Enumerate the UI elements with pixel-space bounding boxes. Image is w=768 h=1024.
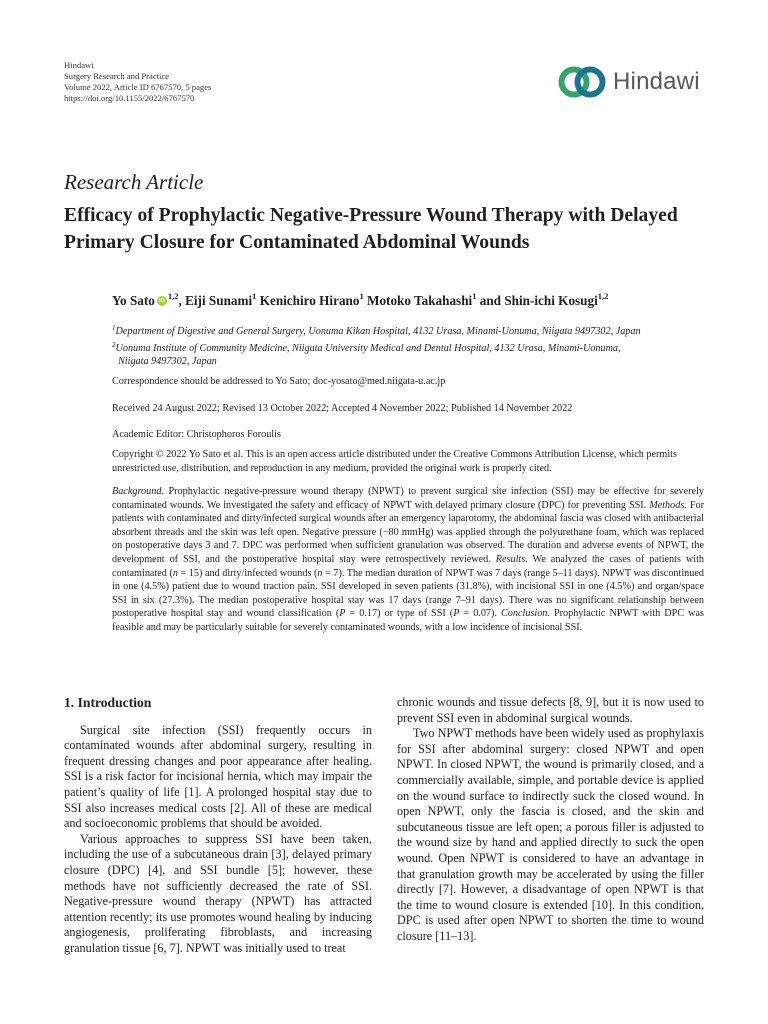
correspondence: Correspondence should be addressed to Yo Sato; doc-yosato@med.niigata-u.ac.jp (112, 376, 446, 387)
copyright-notice: Copyright © 2022 Yo Sato et al. This is an open access article distributed under the Creative Commons Attribution License, which permits unrestricted use, distribution, and reproduction in any medium, provided the original work is properly cited. (112, 449, 677, 474)
journal-meta (64, 60, 211, 104)
journal-name: Surgery Research and Practice (64, 71, 170, 81)
author-list: Yo SatoiD $^{1,2}$, Eiji Sunami$^1$ Kenichiro Hirano$^1$ Motoko Takahashi$^1$ and Shin-ichi Kosugi$^{1,2}$ (112, 291, 608, 309)
academic-editor: Academic Editor: Christophoros Foroulis (112, 429, 281, 440)
affiliation-2-cont: Niigata 9497302, Japan (118, 356, 217, 367)
author-affil-mark: 1 (359, 291, 364, 301)
logo-wordmark: Hindawi (613, 68, 700, 95)
orcid-icon[interactable] (157, 296, 167, 306)
author-affil-mark: 1 (252, 291, 257, 301)
author-affil-mark: 1,2 (597, 291, 609, 301)
article-type: Research Article (64, 170, 204, 194)
author-name[interactable]: Yo Sato (112, 293, 155, 308)
author-name[interactable]: Shin-ichi Kosugi (504, 293, 598, 308)
author-affil-mark: 1,2 (167, 291, 179, 301)
author-name[interactable]: Motoko Takahashi (367, 293, 473, 308)
body-paragraph: Various approaches to suppress SSI have been taken, including the use of a subcutaneous drain [3], delayed primary closure (DPC) [4], and SSI bundle [5]; however, these methods have not sufficiently decreased the rate of SSI. Negative-pressure wound therapy (NPWT) has attracted attention recently; its use promotes wound healing by inducing angiogenesis, proliferating fibroblasts, and increasing granulation tissue [6, 7]. NPWT was initially used to treat (64, 831, 372, 955)
hindawi-rings-icon (555, 64, 609, 100)
affiliation-2: $^2$Uonuma Institute of Community Medicine, Niigata University Medical and Dental Hospital, 4132 Urasa, Minami-Uonuma, (112, 340, 621, 354)
hindawi-logo[interactable] (555, 62, 705, 102)
abstract-text: Background. Prophylactic negative-pressure wound therapy (NPWT) to prevent surgical site infection (SSI) may be effective for severely contaminated wounds. We investigated the safety and efficacy of NPWT with delayed primary closure (DPC) for preventing SSI. Methods. For patients with contaminated and dirty/infected surgical wounds after an emergency laparotomy, the abdominal fascia was closed with antibacterial absorbent threads and the skin was left open. Negative pressure (−80 mmHg) was applied through the polyurethane foam, which was replaced on postoperative days 3 and 7. DPC was performed when sufficient granulation was observed. The duration and adverse events of NPWT, the development of SSI, and the postoperative hospital stay were retrospectively reviewed. Results. We analyzed the cases of patients with contaminated (n = 15) and dirty/infected wounds (n = 7). The median duration of NPWT was 7 days (range 5–11 days). NPWT was discontinued in one (4.5%) patient due to wound traction pain. SSI developed in seven patients (31.8%), with incisional SSI in one (4.5%) and organ/space SSI in six (27.3%). The median postoperative hospital stay was 17 days (range 7–91 days). There was no significant relationship between postoperative hospital stay and wound classification (P = 0.17) or type of SSI (P = 0.07). Conclusion. Prophylactic NPWT with DPC was feasible and may be particularly suitable for severely contaminated wounds, with a low incidence of incisional SSI. (112, 486, 704, 633)
volume-line: Volume 2022, Article ID 6767570, 5 pages (64, 82, 212, 92)
body-paragraph: Two NPWT methods have been widely used as prophylaxis for SSI after abdominal surgery: closed NPWT and open NPWT. In closed NPWT, the wound is primarily closed, and a commercially available, simple, and portable device is applied on the wound surface to indirectly suck the closed wound. In open NPWT, only the fascia is closed, and the skin and subcutaneous tissue are left open; a porous filler is adjusted to the wound size by hand and applied directly to suck the open wound. Open NPWT is considered to have an advantage in that granulation growth may be accelerated by using the filler directly [7]. However, a disadvantage of open NPWT is that the time to wound closure is extended [10]. In this condition, DPC is used after open NPWT to shorten the time to wound closure [11–13]. (397, 726, 704, 943)
author-affil-mark: 1 (472, 291, 477, 301)
body-column-left (64, 695, 372, 957)
section-heading: 1. Introduction (64, 695, 152, 710)
article-title: Efficacy of Prophylactic Negative-Pressure Wound Therapy with Delayed Primary Closure for Contaminated Abdominal Wounds (64, 205, 678, 253)
doi-link[interactable]: https://doi.org/10.1155/2022/6767570 (64, 93, 195, 103)
affiliations (112, 322, 692, 369)
body-paragraph: Surgical site infection (SSI) frequently occurs in contaminated wounds after abdominal surgery, resulting in frequent dressing changes and poor appearance after healing. SSI is a risk factor for incisional hernia, which may impair the patient’s quality of life [1]. A prolonged hospital stay due to SSI also increases medical costs [2]. All of these are medical and socioeconomic problems that should be avoided. (64, 722, 372, 831)
publication-dates: Received 24 August 2022; Revised 13 October 2022; Accepted 4 November 2022; Published 14 November 2022 (112, 403, 573, 414)
affiliation-1: $^1$Department of Digestive and General Surgery, Uonuma Kikan Hospital, 4132 Urasa, Minami-Uonuma, Niigata 9497302, Japan (112, 324, 641, 337)
author-name[interactable]: Eiji Sunami (185, 293, 253, 308)
author-name[interactable]: Kenichiro Hirano (259, 293, 360, 308)
abstract (112, 485, 704, 635)
body-column-right (397, 695, 704, 945)
body-paragraph: chronic wounds and tissue defects [8, 9], but it is now used to prevent SSI even in abdominal surgical wounds. (397, 695, 704, 725)
publisher-name: Hindawi (64, 60, 94, 70)
